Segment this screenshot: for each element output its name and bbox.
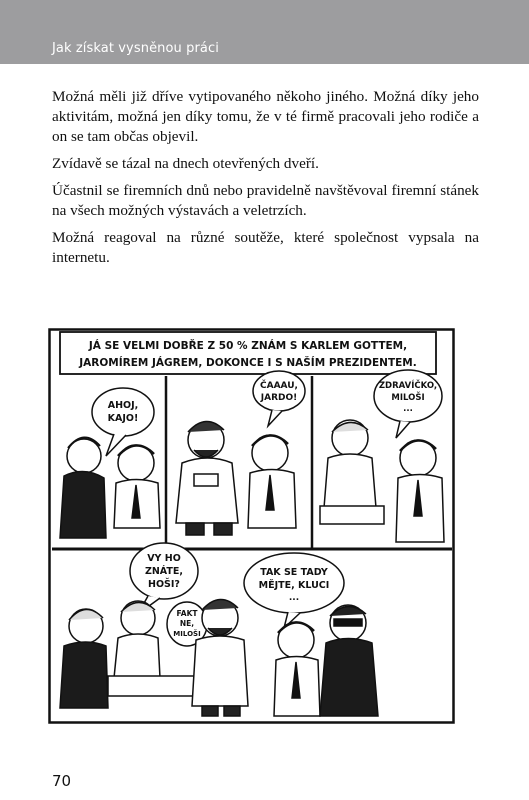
- speech-bubble: [253, 371, 305, 411]
- body-text: [52, 87, 479, 275]
- character-drawing: [60, 437, 106, 538]
- panel-3: [320, 370, 444, 542]
- paragraph: Možná reagoval na různé soutěže, které společnost vypsala na internetu.: [52, 229, 479, 266]
- bubble-text: MĚJTE, KLUCI: [258, 580, 330, 591]
- panel-1: [60, 388, 160, 538]
- bubble-text: MILOŠI: [173, 630, 201, 638]
- bubble-text: ČAAAU,: [260, 381, 298, 391]
- header-title: Jak získat vysněnou práci: [52, 41, 219, 56]
- speech-bubble: [92, 388, 154, 436]
- panel-4: [60, 543, 378, 716]
- running-header: [0, 0, 529, 64]
- character-drawing: [248, 435, 296, 528]
- bubble-text: ZNÁTE,: [144, 566, 184, 577]
- page-number: 70: [52, 772, 72, 790]
- comic-strip: [48, 328, 476, 728]
- bubble-text: ...: [403, 404, 413, 414]
- bubble-text: ZDRAVÍČKO,: [378, 381, 438, 391]
- bubble-text: NE,: [179, 619, 195, 628]
- character-drawing: [396, 440, 444, 542]
- character-drawing: [274, 622, 320, 716]
- paragraph: Možná měli již dříve vytipovaného někoho jiného. Možná díky jeho aktivitám, možná jen díky tomu, že v té firmě pracovali jeho rodiče a on se tam občas objevil.: [52, 88, 479, 145]
- bubble-text: AHOJ,: [107, 400, 139, 411]
- paragraph: Účastnil se firemních dnů nebo pravidelně navštěvoval firemní stánek na všech možných výstavách a veletrzích.: [52, 182, 479, 219]
- bubble-text: MILOŠI: [391, 393, 425, 403]
- caption-line-1: JÁ SE VELMI DOBŘE Z 50 % ZNÁM S KARLEM GOTTEM,: [88, 340, 408, 352]
- paragraph: Zvídavě se tázal na dnech otevřených dveří.: [52, 155, 319, 172]
- bubble-text: VY HO: [147, 553, 181, 564]
- bubble-text: TAK SE TADY: [260, 567, 328, 578]
- character-drawing: [320, 605, 378, 716]
- character-drawing: [60, 609, 108, 708]
- character-drawing: [320, 420, 384, 524]
- bubble-text: HOŠI?: [148, 579, 180, 590]
- character-drawing: [114, 445, 160, 528]
- caption-line-2: JAROMÍREM JÁGREM, DOKONCE I S NAŠÍM PREZIDENTEM.: [79, 357, 417, 369]
- bubble-text: FAKT: [176, 609, 198, 618]
- bubble-text: KAJO!: [107, 413, 139, 424]
- panel-2: [176, 371, 305, 535]
- bubble-text: ...: [288, 593, 300, 603]
- character-drawing: [176, 421, 238, 535]
- bubble-text: JARDO!: [260, 393, 298, 403]
